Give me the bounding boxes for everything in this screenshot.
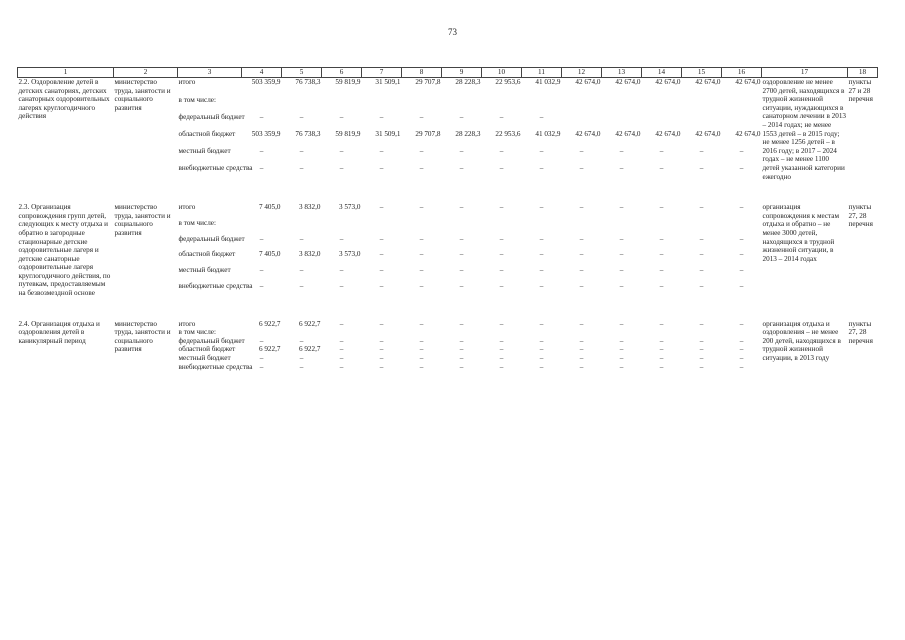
value-cell: – <box>419 234 424 243</box>
value-cell: – <box>659 266 664 275</box>
value-cell: – <box>419 345 424 354</box>
value-cell: – <box>699 203 704 212</box>
value-cell: 42 674,0 <box>735 129 761 138</box>
value-cell <box>362 328 402 337</box>
value-cell <box>562 113 602 130</box>
value-cell: – <box>579 354 584 363</box>
value-cell <box>482 219 522 235</box>
header-cell: 8 <box>402 68 442 78</box>
value-cell: 28 228,3 <box>455 129 481 138</box>
header-cell: 3 <box>178 68 242 78</box>
executor-cell: министерство труда, занятости и социального развития <box>114 203 171 237</box>
value-cell: – <box>459 354 464 363</box>
value-cell: – <box>419 112 424 121</box>
value-cell: – <box>539 281 544 290</box>
header-cell: 2 <box>114 68 178 78</box>
value-cell: – <box>659 163 664 172</box>
value-cell: – <box>539 362 544 371</box>
header-cell: 15 <box>682 68 722 78</box>
value-cell: 76 738,3 <box>295 78 321 86</box>
value-cell: – <box>579 250 584 259</box>
header-cell: 6 <box>322 68 362 78</box>
value-cell: – <box>579 319 584 328</box>
funding-source-cell: итого <box>178 203 196 212</box>
value-cell: – <box>499 250 504 259</box>
value-cell <box>562 96 602 113</box>
value-cell: – <box>619 163 624 172</box>
value-cell: – <box>299 234 304 243</box>
executor-cell: министерство труда, занятости и социального развития <box>114 319 171 354</box>
funding-source-cell: федеральный бюджет <box>178 112 245 121</box>
value-cell <box>642 219 682 235</box>
value-cell: – <box>699 319 704 328</box>
value-cell: – <box>659 336 664 345</box>
value-cell: – <box>659 281 664 290</box>
value-cell <box>722 219 762 235</box>
value-cell: – <box>699 250 704 259</box>
value-cell: – <box>619 345 624 354</box>
value-cell: – <box>379 281 384 290</box>
value-cell: – <box>579 203 584 212</box>
value-cell <box>602 113 642 130</box>
program-table <box>17 67 878 371</box>
value-cell: – <box>699 354 704 363</box>
table-row <box>18 203 878 219</box>
value-cell: 42 674,0 <box>695 78 721 86</box>
value-cell: 7 405,0 <box>258 250 281 259</box>
value-cell: – <box>699 345 704 354</box>
funding-source-cell: областной бюджет <box>178 250 236 259</box>
value-cell <box>402 96 442 113</box>
value-cell: – <box>539 319 544 328</box>
value-cell: – <box>299 281 304 290</box>
value-cell: – <box>619 362 624 371</box>
value-cell: – <box>579 362 584 371</box>
value-cell: – <box>259 112 264 121</box>
value-cell: – <box>619 336 624 345</box>
value-cell: – <box>579 146 584 155</box>
result-cell: организация отдыха и оздоровления – не менее 200 детей, находящихся в трудной жизненной ситуации, в 2013 году <box>762 319 841 363</box>
measure-cell: 2.3. Организация сопровождения групп детей, следующих к месту отдыха и обратно в загородные стационарные детские оздоровительные лагеря и детские санаторные оздоровительные лагеря круглогодичного действия, по путевкам, предоставляемым на безвозмездной основе <box>18 203 111 298</box>
value-cell: – <box>259 336 264 345</box>
header-cell: 9 <box>442 68 482 78</box>
value-cell <box>682 96 722 113</box>
value-cell: – <box>259 234 264 243</box>
value-cell: – <box>539 112 544 121</box>
value-cell: – <box>299 266 304 275</box>
value-cell: – <box>539 203 544 212</box>
value-cell: – <box>619 354 624 363</box>
value-cell: 42 674,0 <box>655 129 681 138</box>
header-cell: 14 <box>642 68 682 78</box>
funding-source-cell: федеральный бюджет <box>178 234 245 243</box>
value-cell: – <box>739 319 744 328</box>
header-cell: 10 <box>482 68 522 78</box>
value-cell: – <box>259 362 264 371</box>
value-cell: – <box>619 266 624 275</box>
value-cell: – <box>539 354 544 363</box>
value-cell: – <box>419 266 424 275</box>
value-cell: – <box>739 146 744 155</box>
value-cell: – <box>379 336 384 345</box>
header-row <box>18 68 878 78</box>
value-cell <box>562 219 602 235</box>
spacer-cell <box>18 181 878 203</box>
value-cell <box>682 219 722 235</box>
value-cell: – <box>299 163 304 172</box>
value-cell: – <box>499 281 504 290</box>
value-cell <box>482 328 522 337</box>
value-cell: 42 674,0 <box>615 129 641 138</box>
value-cell <box>562 328 602 337</box>
value-cell: – <box>579 234 584 243</box>
value-cell: – <box>699 266 704 275</box>
value-cell <box>442 96 482 113</box>
value-cell: – <box>339 319 344 328</box>
value-cell <box>362 219 402 235</box>
result-cell: оздоровление не менее 2700 детей, находящихся в трудной жизненной ситуации, нуждающихся в санаторном лечении в 2013 – 2014 годах; не менее 1553 детей – в 2015 году; не менее 1256 детей – в 2016 году; в 2017 – 2024 годах – не менее 1100 детей указанной категории ежегодно <box>762 78 847 181</box>
funding-source-cell: в том числе: <box>178 95 216 104</box>
value-cell: – <box>419 250 424 259</box>
value-cell: 29 707,8 <box>415 78 441 86</box>
header-cell: 1 <box>18 68 114 78</box>
value-cell: – <box>499 319 504 328</box>
measure-cell: 2.2. Оздоровление детей в детских санаториях, детских санаторных оздоровительных лагерях круглогодичного действия <box>18 78 110 121</box>
value-cell <box>482 96 522 113</box>
header-cell: 18 <box>848 68 878 78</box>
value-cell: – <box>499 345 504 354</box>
value-cell: 22 953,6 <box>495 78 521 86</box>
value-cell: 6 922,7 <box>258 319 281 328</box>
value-cell: – <box>419 319 424 328</box>
value-cell: – <box>459 163 464 172</box>
value-cell: – <box>259 163 264 172</box>
value-cell: – <box>659 319 664 328</box>
value-cell: 3 832,0 <box>298 203 321 212</box>
value-cell: 42 674,0 <box>575 129 601 138</box>
value-cell <box>282 96 322 113</box>
header-cell: 11 <box>522 68 562 78</box>
value-cell: – <box>379 203 384 212</box>
header-cell: 7 <box>362 68 402 78</box>
value-cell: – <box>459 250 464 259</box>
value-cell: – <box>339 112 344 121</box>
value-cell <box>442 328 482 337</box>
table-row <box>18 78 878 96</box>
value-cell: – <box>419 336 424 345</box>
value-cell: – <box>659 146 664 155</box>
value-cell: – <box>499 234 504 243</box>
value-cell: – <box>739 250 744 259</box>
value-cell: – <box>299 362 304 371</box>
value-cell <box>722 328 762 337</box>
value-cell: – <box>299 336 304 345</box>
value-cell: – <box>619 146 624 155</box>
value-cell <box>282 328 322 337</box>
value-cell: – <box>419 362 424 371</box>
value-cell <box>642 328 682 337</box>
executor-cell: министерство труда, занятости и социального развития <box>114 78 171 112</box>
value-cell: 42 674,0 <box>655 78 681 86</box>
funding-source-cell: местный бюджет <box>178 146 231 155</box>
value-cell: – <box>339 281 344 290</box>
value-cell <box>242 328 282 337</box>
value-cell: – <box>499 354 504 363</box>
value-cell: 503 359,9 <box>251 129 281 138</box>
value-cell <box>722 96 762 113</box>
value-cell: – <box>419 281 424 290</box>
value-cell: – <box>259 354 264 363</box>
funding-source-cell: местный бюджет <box>178 354 231 363</box>
value-cell: 3 832,0 <box>298 250 321 259</box>
value-cell: – <box>539 266 544 275</box>
value-cell: 6 922,7 <box>298 319 321 328</box>
value-cell: 22 953,6 <box>495 129 521 138</box>
value-cell: 7 405,0 <box>258 203 281 212</box>
value-cell: – <box>619 203 624 212</box>
value-cell <box>642 96 682 113</box>
value-cell: – <box>299 354 304 363</box>
value-cell: – <box>419 163 424 172</box>
value-cell: – <box>259 146 264 155</box>
value-cell <box>602 328 642 337</box>
value-cell: – <box>659 234 664 243</box>
value-cell: – <box>379 146 384 155</box>
value-cell: – <box>539 146 544 155</box>
value-cell: 41 032,9 <box>535 78 561 86</box>
value-cell: – <box>539 163 544 172</box>
value-cell: – <box>699 336 704 345</box>
value-cell: 42 674,0 <box>615 78 641 86</box>
value-cell: – <box>699 362 704 371</box>
value-cell: – <box>619 234 624 243</box>
value-cell: – <box>699 234 704 243</box>
value-cell: – <box>339 163 344 172</box>
page-number: 73 <box>448 27 457 37</box>
value-cell: – <box>579 163 584 172</box>
value-cell: – <box>459 266 464 275</box>
value-cell <box>282 219 322 235</box>
value-cell: – <box>739 163 744 172</box>
value-cell: – <box>499 203 504 212</box>
value-cell: – <box>659 250 664 259</box>
value-cell: 3 573,0 <box>338 250 361 259</box>
value-cell: – <box>539 250 544 259</box>
funding-source-cell: местный бюджет <box>178 266 231 275</box>
funding-source-cell: внебюджетные средства <box>178 281 253 290</box>
value-cell <box>522 96 562 113</box>
value-cell: 3 573,0 <box>338 203 361 212</box>
value-cell: – <box>579 345 584 354</box>
value-cell: – <box>339 266 344 275</box>
reference-cell: пункты 27 и 28 перечня <box>848 78 873 104</box>
value-cell: 6 922,7 <box>298 345 321 354</box>
value-cell: 42 674,0 <box>735 78 761 86</box>
value-cell <box>522 328 562 337</box>
result-cell: организация сопровождения к местам отдыха и обратно – не менее 3000 детей, находящихся в трудной жизненной ситуации, в 2013 – 2014 годах <box>762 203 840 263</box>
value-cell <box>242 96 282 113</box>
funding-source-cell: итого <box>178 78 196 86</box>
value-cell <box>602 96 642 113</box>
header-cell: 5 <box>282 68 322 78</box>
value-cell <box>402 328 442 337</box>
value-cell: – <box>339 234 344 243</box>
value-cell: – <box>499 362 504 371</box>
value-cell: – <box>259 281 264 290</box>
value-cell: – <box>699 146 704 155</box>
value-cell: – <box>739 345 744 354</box>
value-cell <box>602 219 642 235</box>
value-cell: – <box>699 163 704 172</box>
funding-source-cell: областной бюджет <box>178 345 236 354</box>
value-cell: 59 819,9 <box>335 129 361 138</box>
value-cell: – <box>339 146 344 155</box>
header-cell: 17 <box>762 68 848 78</box>
value-cell <box>362 96 402 113</box>
value-cell: – <box>459 319 464 328</box>
value-cell: – <box>459 234 464 243</box>
value-cell: – <box>299 112 304 121</box>
value-cell: 31 509,1 <box>375 129 401 138</box>
value-cell <box>322 96 362 113</box>
value-cell: 503 359,9 <box>251 78 281 86</box>
value-cell <box>322 219 362 235</box>
measure-cell: 2.4. Организация отдыха и оздоровления детей в каникулярный период <box>18 319 100 345</box>
value-cell: 29 707,8 <box>415 129 441 138</box>
value-cell <box>642 113 682 130</box>
value-cell: 41 032,9 <box>535 129 561 138</box>
value-cell: – <box>459 281 464 290</box>
value-cell: – <box>379 345 384 354</box>
value-cell: – <box>459 362 464 371</box>
value-cell: – <box>739 266 744 275</box>
value-cell: – <box>299 146 304 155</box>
value-cell: 42 674,0 <box>575 78 601 86</box>
value-cell: – <box>499 112 504 121</box>
value-cell: – <box>739 234 744 243</box>
value-cell: – <box>339 336 344 345</box>
value-cell: – <box>379 163 384 172</box>
value-cell: – <box>339 362 344 371</box>
value-cell: – <box>419 354 424 363</box>
value-cell: – <box>619 319 624 328</box>
value-cell: – <box>579 266 584 275</box>
value-cell: – <box>659 345 664 354</box>
value-cell: – <box>739 336 744 345</box>
value-cell: – <box>739 362 744 371</box>
value-cell: – <box>539 234 544 243</box>
funding-source-cell: в том числе: <box>178 218 216 227</box>
funding-source-cell: областной бюджет <box>178 129 236 138</box>
value-cell <box>442 219 482 235</box>
reference-cell: пункты 27, 28 перечня <box>848 319 873 345</box>
value-cell <box>242 219 282 235</box>
value-cell: – <box>739 281 744 290</box>
value-cell: – <box>459 112 464 121</box>
value-cell: – <box>259 266 264 275</box>
value-cell <box>402 219 442 235</box>
value-cell: – <box>499 266 504 275</box>
value-cell: – <box>499 146 504 155</box>
value-cell: – <box>739 354 744 363</box>
value-cell: – <box>379 362 384 371</box>
value-cell: – <box>459 336 464 345</box>
value-cell: – <box>739 203 744 212</box>
value-cell: – <box>379 319 384 328</box>
value-cell: – <box>499 163 504 172</box>
section-spacer <box>18 181 878 203</box>
value-cell: – <box>499 336 504 345</box>
value-cell: – <box>379 354 384 363</box>
value-cell: – <box>459 203 464 212</box>
header-cell: 16 <box>722 68 762 78</box>
value-cell: 28 228,3 <box>455 78 481 86</box>
value-cell: – <box>379 266 384 275</box>
value-cell: 42 674,0 <box>695 129 721 138</box>
value-cell: – <box>419 146 424 155</box>
funding-source-cell: федеральный бюджет <box>178 336 245 345</box>
spacer-cell <box>18 298 878 320</box>
value-cell: – <box>659 203 664 212</box>
value-cell: – <box>379 234 384 243</box>
table-row <box>18 320 878 329</box>
value-cell: 6 922,7 <box>258 345 281 354</box>
section-spacer <box>18 298 878 320</box>
value-cell <box>722 113 762 130</box>
funding-source-cell: внебюджетные средства <box>178 362 253 371</box>
value-cell: 76 738,3 <box>295 129 321 138</box>
value-cell <box>682 113 722 130</box>
header-cell: 13 <box>602 68 642 78</box>
value-cell: – <box>339 354 344 363</box>
reference-cell: пункты 27, 28 перечня <box>848 203 873 229</box>
value-cell: – <box>659 362 664 371</box>
value-cell: – <box>579 281 584 290</box>
value-cell: 59 819,9 <box>335 78 361 86</box>
value-cell: – <box>659 354 664 363</box>
funding-source-cell: в том числе: <box>178 328 216 337</box>
header-cell: 12 <box>562 68 602 78</box>
value-cell: – <box>339 345 344 354</box>
value-cell: – <box>619 250 624 259</box>
funding-source-cell: внебюджетные средства <box>178 163 253 172</box>
header-cell: 4 <box>242 68 282 78</box>
value-cell: – <box>459 146 464 155</box>
value-cell: – <box>539 336 544 345</box>
value-cell: – <box>419 203 424 212</box>
value-cell <box>322 328 362 337</box>
value-cell <box>682 328 722 337</box>
value-cell: – <box>619 281 624 290</box>
value-cell: – <box>539 345 544 354</box>
value-cell: – <box>379 112 384 121</box>
funding-source-cell: итого <box>178 319 196 328</box>
value-cell: – <box>699 281 704 290</box>
value-cell: – <box>459 345 464 354</box>
value-cell: – <box>579 336 584 345</box>
value-cell: – <box>379 250 384 259</box>
value-cell <box>522 219 562 235</box>
value-cell: 31 509,1 <box>375 78 401 86</box>
